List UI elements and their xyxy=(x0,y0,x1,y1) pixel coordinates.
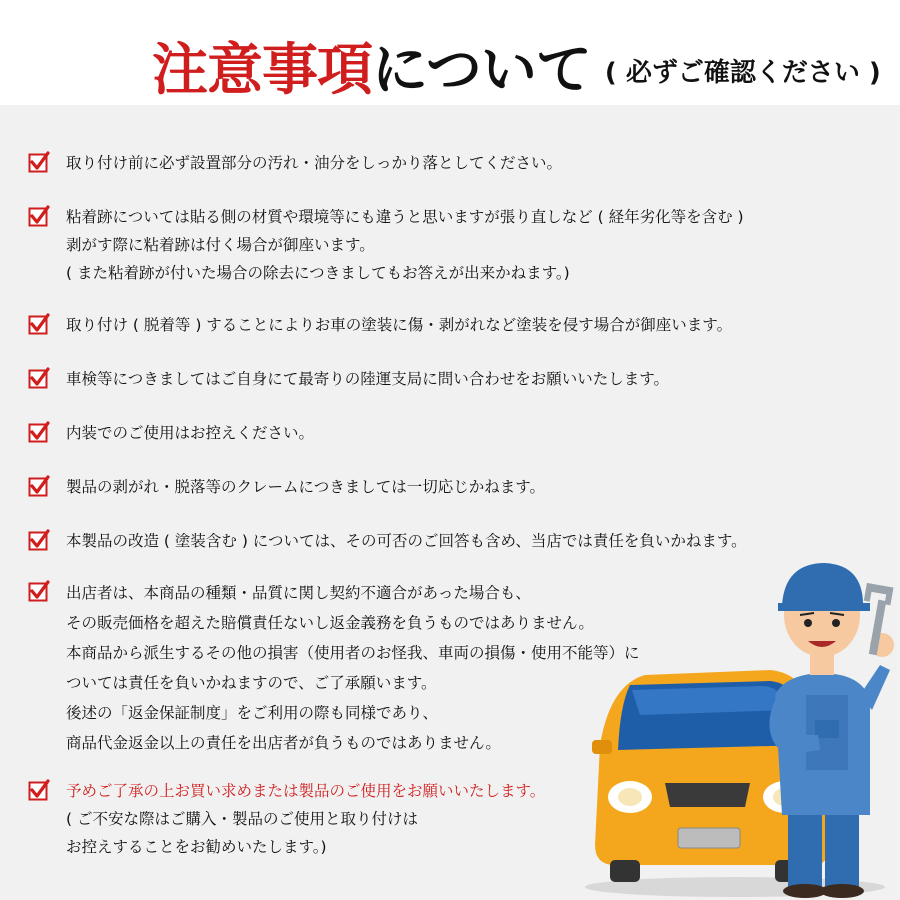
title-black: について xyxy=(372,38,591,103)
checkbox-checked-icon xyxy=(28,313,50,335)
notice-line: ついては責任を負いかねますので、ご了承願います。 xyxy=(66,674,437,692)
notice-line: 剥がす際に粘着跡は付く場合が御座います。 xyxy=(66,236,375,254)
notice-line: 取り付け ( 脱着等 ) することによりお車の塗装に傷・剥がれなど塗装を侵す場合が御座います。 xyxy=(66,316,733,334)
notice-line: 製品の剥がれ・脱落等のクレームにつきましては一切応じかねます。 xyxy=(66,478,545,496)
checkbox-checked-icon xyxy=(28,529,50,551)
notice-line: ( また粘着跡が付いた場合の除去につきましてもお答えが出来かねます。) xyxy=(66,264,570,282)
checkbox-checked-icon xyxy=(28,421,50,443)
header xyxy=(0,0,900,105)
notice-line: ( ご不安な際はご購入・製品のご使用と取り付けは xyxy=(66,810,418,828)
notice-line: 取り付け前に必ず設置部分の汚れ・油分をしっかり落としてください。 xyxy=(66,154,563,172)
checkbox-checked-icon xyxy=(28,580,50,602)
notice-line: 粘着跡については貼る側の材質や環境等にも違うと思いますが張り直しなど ( 経年劣化等を含む ) xyxy=(66,208,744,226)
checkbox-checked-icon xyxy=(28,367,50,389)
page-title xyxy=(152,26,881,103)
notice-line: 出店者は、本商品の種類・品質に関し契約不適合があった場合も、 xyxy=(66,584,531,602)
notice-line: 後述の「返金保証制度」をご利用の際も同様であり、 xyxy=(66,704,439,722)
notice-line: 本商品から派生するその他の損害（使用者のお怪我、車両の損傷・使用不能等）に xyxy=(66,644,640,662)
checkbox-checked-icon xyxy=(28,151,50,173)
title-red: 注意事項 xyxy=(152,38,372,103)
notice-line: 内装でのご使用はお控えください。 xyxy=(66,424,315,442)
checkbox-checked-icon xyxy=(28,779,50,801)
title-subtitle: ( 必ずご確認ください ) xyxy=(604,58,881,88)
notice-line: お控えすることをお勧めいたします。) xyxy=(66,838,327,856)
checkbox-checked-icon xyxy=(28,205,50,227)
notice-line: 本製品の改造 ( 塗装含む ) については、その可否のご回答も含め、当店では責任を負いかねます。 xyxy=(66,532,747,550)
notice-line: 商品代金返金以上の責任を出店者が負うものではありません。 xyxy=(66,734,501,752)
mechanic-icon xyxy=(769,563,894,898)
checkbox-checked-icon xyxy=(28,475,50,497)
notice-line: 車検等につきましてはご自身にて最寄りの陸運支局に問い合わせをお願いいたします。 xyxy=(66,370,669,388)
notice-line: その販売価格を超えた賠償責任ないし返金義務を負うものではありません。 xyxy=(66,614,594,632)
notice-line-highlight: 予めご了承の上お買い求めまたは製品のご使用をお願いいたします。 xyxy=(66,782,546,800)
